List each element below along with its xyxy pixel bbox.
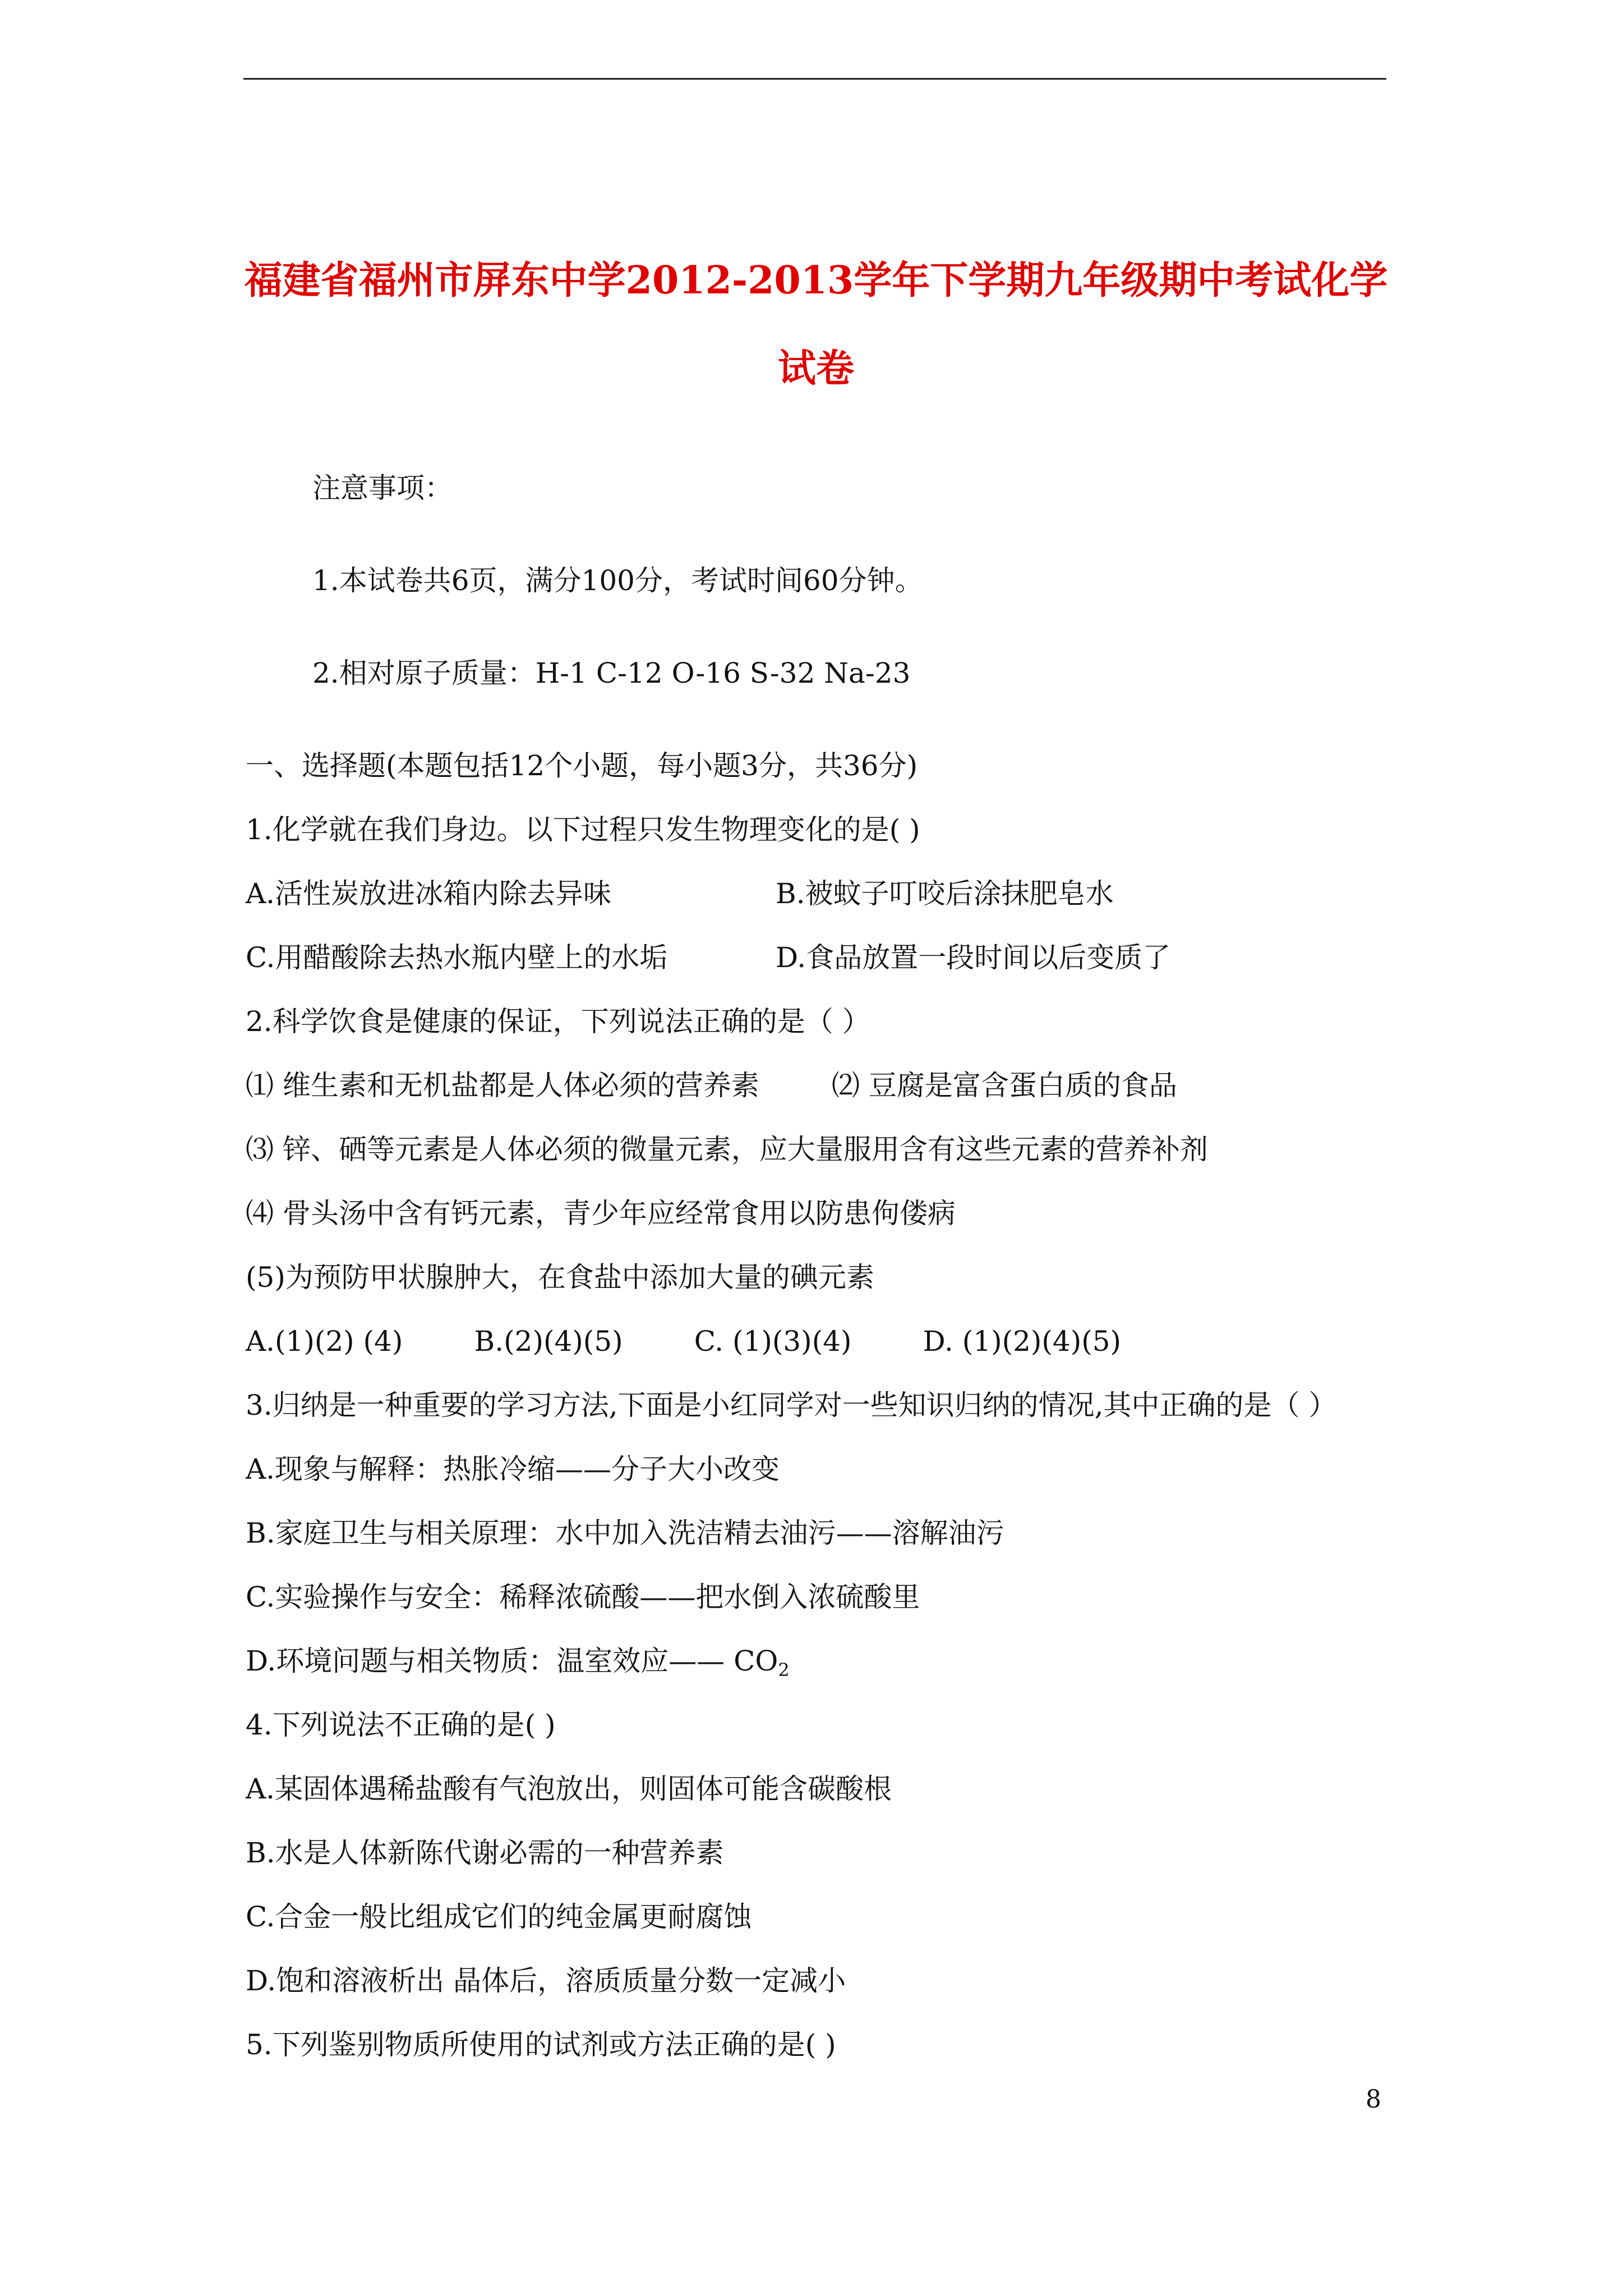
question-3-option-c: C.实验操作与安全：稀释浓硫酸——把水倒入浓硫酸里 xyxy=(246,1581,920,1613)
question-4-option-b: B.水是人体新陈代谢必需的一种营养素 xyxy=(246,1837,724,1869)
question-3-stem: 3.归纳是一种重要的学习方法,下面是小红同学对一些知识归纳的情况,其中正确的是（ ） xyxy=(246,1389,1337,1421)
question-1-option-d: D.食品放置一段时间以后变质了 xyxy=(776,941,1171,974)
document-title: 福建省福州市屏东中学2012-2013学年下学期九年级期中考试化学 xyxy=(244,258,1388,303)
document-title-continued: 试卷 xyxy=(777,346,854,391)
question-2-stem: 2.科学饮食是健康的保证，下列说法正确的是（ ） xyxy=(246,1005,870,1038)
page-number: 8 xyxy=(1366,2085,1381,2114)
question-3-option-d-text: D.环境问题与相关物质：温室效应—— CO xyxy=(246,1645,778,1677)
question-1-option-b: B.被蚊子叮咬后涂抹肥皂水 xyxy=(776,877,1114,910)
question-4-stem: 4.下列说法不正确的是( ) xyxy=(246,1709,556,1741)
note-2: 2.相对原子质量：H-1 C-12 O-16 S-32 Na-23 xyxy=(312,657,911,689)
co2-subscript: 2 xyxy=(778,1659,790,1681)
question-2-statement-3: ⑶ 锌、硒等元素是人体必须的微量元素，应大量服用含有这些元素的营养补剂 xyxy=(246,1133,1208,1166)
question-5-stem: 5.下列鉴别物质所使用的试剂或方法正确的是( ) xyxy=(246,2028,836,2061)
question-4-option-c: C.合金一般比组成它们的纯金属更耐腐蚀 xyxy=(246,1901,752,1933)
question-2-statement-5: (5)为预防甲状腺肿大，在食盐中添加大量的碘元素 xyxy=(246,1261,874,1294)
section-heading: 一、选择题(本题包括12个小题，每小题3分，共36分) xyxy=(246,749,918,782)
note-1: 1.本试卷共6页，满分100分，考试时间60分钟。 xyxy=(312,564,923,597)
question-3-option-a: A.现象与解释：热胀冷缩——分子大小改变 xyxy=(246,1453,780,1485)
question-4-option-d: D.饱和溶液析出 晶体后，溶质质量分数一定减小 xyxy=(246,1964,846,1997)
question-4-option-a: A.某固体遇稀盐酸有气泡放出，则固体可能含碳酸根 xyxy=(246,1773,892,1805)
question-1-option-c: C.用醋酸除去热水瓶内壁上的水垢 xyxy=(246,941,668,974)
question-3-option-b: B.家庭卫生与相关原理：水中加入洗洁精去油污——溶解油污 xyxy=(246,1517,1004,1549)
notes-heading: 注意事项： xyxy=(312,472,453,504)
question-2-statement-4: ⑷ 骨头汤中含有钙元素，青少年应经常食用以防患佝偻病 xyxy=(246,1197,956,1230)
question-1-option-a: A.活性炭放进冰箱内除去异味 xyxy=(246,877,612,910)
question-2-options: A.(1)(2) (4) B.(2)(4)(5) C. (1)(3)(4) D. (1)(2)(4)(5) xyxy=(246,1325,1122,1358)
question-1-stem: 1.化学就在我们身边。以下过程只发生物理变化的是( ) xyxy=(246,813,920,846)
header-rule xyxy=(243,78,1386,80)
question-3-option-d xyxy=(246,1644,790,1687)
question-2-statement-1: ⑴ 维生素和无机盐都是人体必须的营养素 xyxy=(246,1069,759,1102)
question-2-statement-2: ⑵ 豆腐是富含蛋白质的食品 xyxy=(832,1069,1177,1102)
